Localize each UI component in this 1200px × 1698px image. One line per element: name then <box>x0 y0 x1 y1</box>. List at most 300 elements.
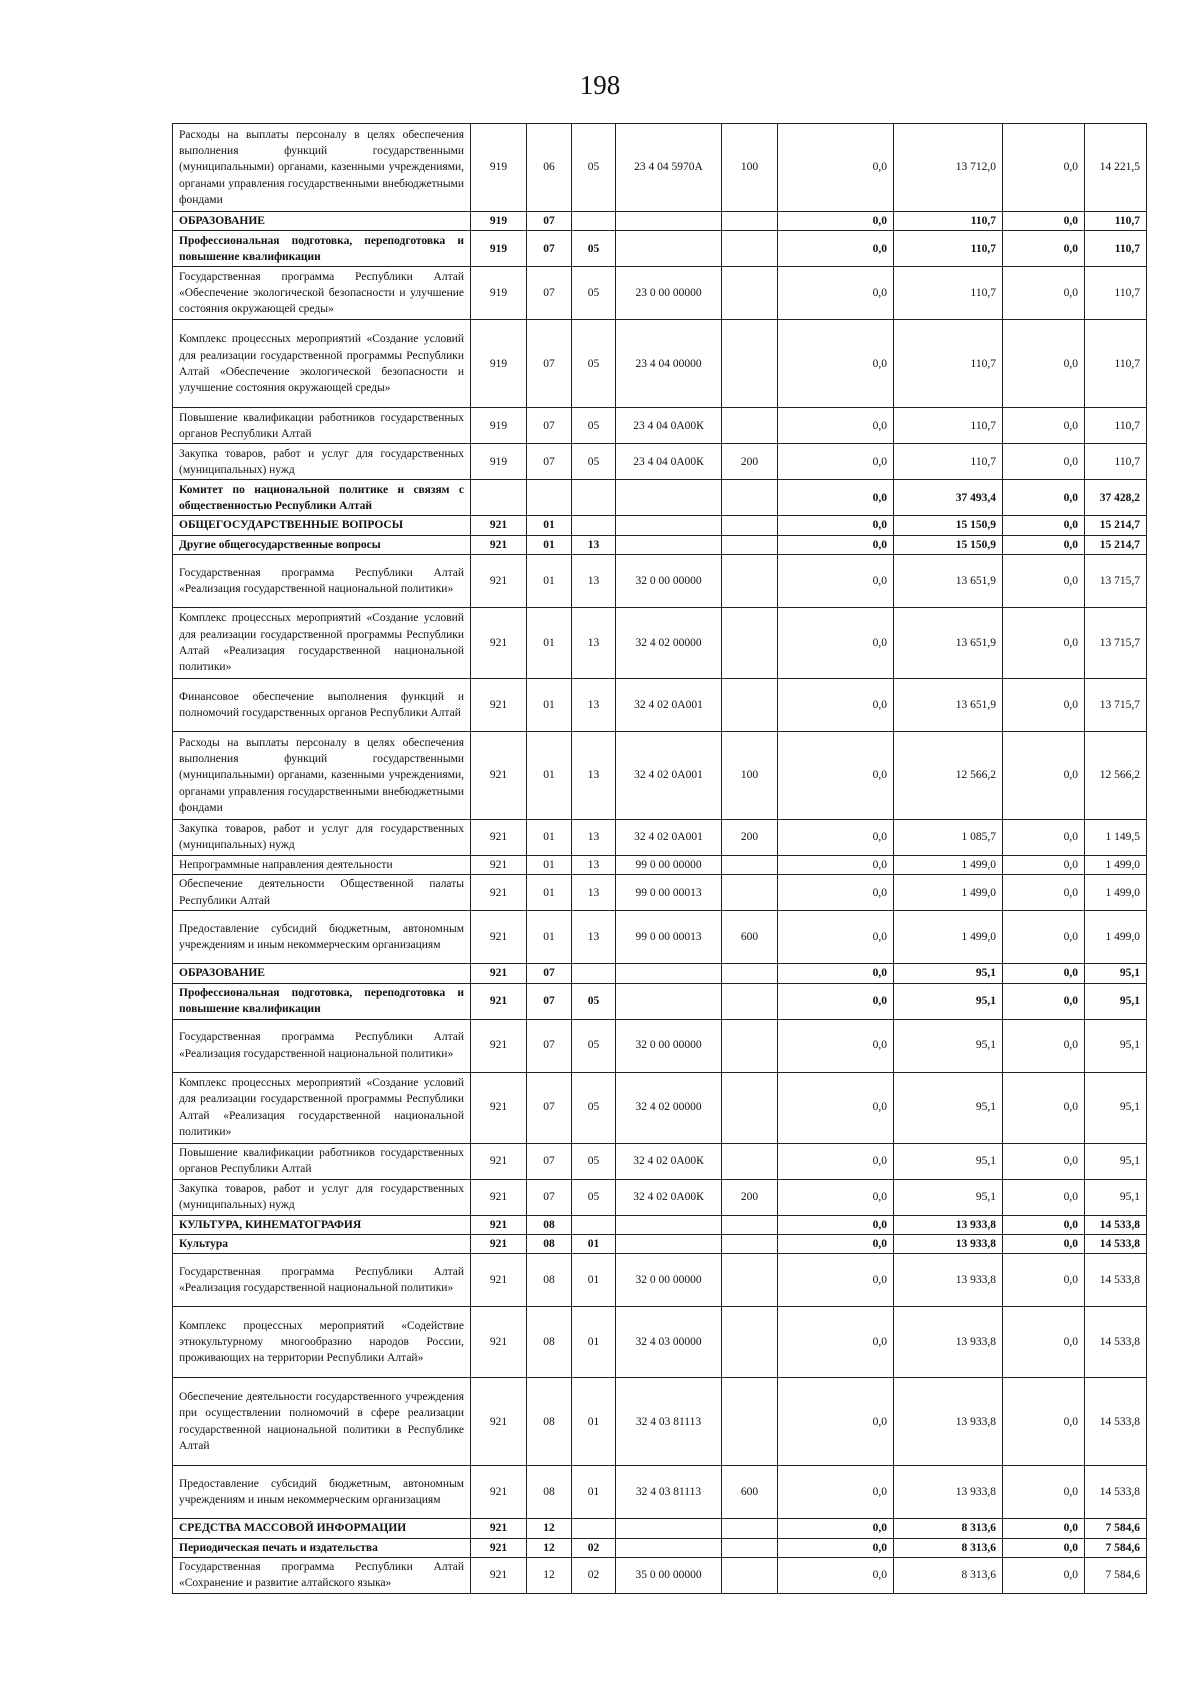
cell-value-1: 0,0 <box>778 1234 894 1253</box>
cell-grbs: 919 <box>471 267 527 320</box>
cell-grbs: 921 <box>471 819 527 855</box>
cell-value-3: 0,0 <box>1003 1234 1085 1253</box>
cell-value-1: 0,0 <box>778 983 894 1019</box>
cell-expense-type: 100 <box>722 124 778 212</box>
cell-expense-type <box>722 964 778 983</box>
table-row <box>173 1143 1147 1179</box>
cell-value-4: 110,7 <box>1085 231 1147 267</box>
cell-target-code: 99 0 00 00013 <box>616 875 722 911</box>
cell-value-4: 13 715,7 <box>1085 678 1147 731</box>
cell-value-2: 8 313,6 <box>894 1557 1003 1593</box>
cell-value-2: 13 651,9 <box>894 554 1003 607</box>
cell-expense-type <box>722 554 778 607</box>
cell-value-3: 0,0 <box>1003 731 1085 819</box>
cell-target-code: 32 4 03 00000 <box>616 1307 722 1378</box>
cell-grbs: 919 <box>471 231 527 267</box>
cell-grbs: 919 <box>471 444 527 480</box>
cell-value-2: 13 712,0 <box>894 124 1003 212</box>
cell-value-1: 0,0 <box>778 231 894 267</box>
table-row <box>173 1072 1147 1143</box>
cell-section: 07 <box>527 267 572 320</box>
cell-section: 07 <box>527 408 572 444</box>
cell-expense-type <box>722 1519 778 1538</box>
cell-value-4: 95,1 <box>1085 1179 1147 1215</box>
cell-value-4: 110,7 <box>1085 444 1147 480</box>
cell-section: 01 <box>527 678 572 731</box>
cell-subsection: 13 <box>572 819 616 855</box>
cell-target-code: 99 0 00 00013 <box>616 911 722 964</box>
cell-expense-type <box>722 1254 778 1307</box>
cell-section: 07 <box>527 964 572 983</box>
cell-expense-type <box>722 1557 778 1593</box>
row-name: Повышение квалификации работников государственных органов Республики Алтай <box>173 1143 471 1179</box>
table-row <box>173 1519 1147 1538</box>
table-row <box>173 731 1147 819</box>
table-row <box>173 1254 1147 1307</box>
table-row <box>173 1234 1147 1253</box>
cell-value-4: 110,7 <box>1085 267 1147 320</box>
cell-value-3: 0,0 <box>1003 983 1085 1019</box>
cell-value-2: 37 493,4 <box>894 480 1003 516</box>
cell-subsection: 13 <box>572 678 616 731</box>
cell-value-3: 0,0 <box>1003 408 1085 444</box>
row-name: Периодическая печать и издательства <box>173 1538 471 1557</box>
cell-value-4: 14 533,8 <box>1085 1466 1147 1519</box>
cell-value-4: 13 715,7 <box>1085 607 1147 678</box>
cell-grbs: 919 <box>471 124 527 212</box>
table-row <box>173 819 1147 855</box>
cell-value-4: 37 428,2 <box>1085 480 1147 516</box>
cell-value-2: 8 313,6 <box>894 1519 1003 1538</box>
cell-expense-type <box>722 408 778 444</box>
cell-value-2: 15 150,9 <box>894 516 1003 535</box>
cell-value-4: 14 221,5 <box>1085 124 1147 212</box>
cell-value-4: 14 533,8 <box>1085 1254 1147 1307</box>
cell-section: 06 <box>527 124 572 212</box>
cell-value-2: 13 933,8 <box>894 1234 1003 1253</box>
cell-grbs: 921 <box>471 1215 527 1234</box>
cell-value-2: 13 933,8 <box>894 1378 1003 1466</box>
cell-subsection <box>572 516 616 535</box>
cell-value-4: 95,1 <box>1085 1143 1147 1179</box>
cell-section: 07 <box>527 983 572 1019</box>
row-name: Повышение квалификации работников государственных органов Республики Алтай <box>173 408 471 444</box>
cell-value-1: 0,0 <box>778 320 894 408</box>
cell-value-1: 0,0 <box>778 480 894 516</box>
cell-section: 08 <box>527 1254 572 1307</box>
cell-value-3: 0,0 <box>1003 554 1085 607</box>
cell-expense-type: 200 <box>722 1179 778 1215</box>
cell-value-3: 0,0 <box>1003 678 1085 731</box>
cell-value-2: 15 150,9 <box>894 535 1003 554</box>
table-row <box>173 408 1147 444</box>
cell-value-2: 12 566,2 <box>894 731 1003 819</box>
cell-grbs: 921 <box>471 1143 527 1179</box>
cell-subsection: 13 <box>572 535 616 554</box>
cell-section: 12 <box>527 1557 572 1593</box>
row-name: Государственная программа Республики Алтай «Сохранение и развитие алтайского языка» <box>173 1557 471 1593</box>
cell-section: 01 <box>527 516 572 535</box>
cell-target-code <box>616 964 722 983</box>
cell-section: 07 <box>527 212 572 231</box>
cell-target-code <box>616 516 722 535</box>
cell-value-4: 95,1 <box>1085 1072 1147 1143</box>
cell-value-1: 0,0 <box>778 1254 894 1307</box>
cell-value-4: 14 533,8 <box>1085 1307 1147 1378</box>
cell-subsection: 01 <box>572 1307 616 1378</box>
cell-value-3: 0,0 <box>1003 1466 1085 1519</box>
cell-section: 08 <box>527 1466 572 1519</box>
row-name: Закупка товаров, работ и услуг для государственных (муниципальных) нужд <box>173 1179 471 1215</box>
cell-section: 07 <box>527 444 572 480</box>
cell-target-code: 32 4 02 0А001 <box>616 819 722 855</box>
cell-subsection <box>572 964 616 983</box>
cell-value-2: 13 933,8 <box>894 1254 1003 1307</box>
cell-value-3: 0,0 <box>1003 819 1085 855</box>
cell-expense-type <box>722 875 778 911</box>
cell-value-3: 0,0 <box>1003 1143 1085 1179</box>
row-name: Профессиональная подготовка, переподготовка и повышение квалификации <box>173 231 471 267</box>
row-name: Комплекс процессных мероприятий «Создание условий для реализации государственной программы Республики Алтай «Обеспечение экологической безопасности и улучшение состояния окружающей среды» <box>173 320 471 408</box>
cell-value-3: 0,0 <box>1003 535 1085 554</box>
table-row <box>173 1307 1147 1378</box>
cell-target-code: 23 4 04 0А00К <box>616 408 722 444</box>
row-name: ОБЩЕГОСУДАРСТВЕННЫЕ ВОПРОСЫ <box>173 516 471 535</box>
row-name: Предоставление субсидий бюджетным, автономным учреждениям и иным некоммерческим организациям <box>173 911 471 964</box>
cell-value-3: 0,0 <box>1003 1215 1085 1234</box>
table-row <box>173 444 1147 480</box>
cell-target-code: 32 0 00 00000 <box>616 1019 722 1072</box>
cell-value-3: 0,0 <box>1003 231 1085 267</box>
cell-target-code: 32 4 02 0А001 <box>616 678 722 731</box>
cell-value-2: 110,7 <box>894 231 1003 267</box>
cell-grbs: 921 <box>471 964 527 983</box>
cell-target-code: 23 4 04 0А00К <box>616 444 722 480</box>
cell-value-3: 0,0 <box>1003 516 1085 535</box>
cell-target-code <box>616 480 722 516</box>
cell-value-1: 0,0 <box>778 124 894 212</box>
cell-grbs: 921 <box>471 1378 527 1466</box>
cell-value-2: 1 499,0 <box>894 875 1003 911</box>
cell-grbs: 921 <box>471 983 527 1019</box>
table-row <box>173 607 1147 678</box>
table-row <box>173 678 1147 731</box>
cell-value-1: 0,0 <box>778 1466 894 1519</box>
cell-value-2: 13 651,9 <box>894 678 1003 731</box>
cell-value-2: 95,1 <box>894 1179 1003 1215</box>
cell-section: 08 <box>527 1215 572 1234</box>
cell-expense-type <box>722 1378 778 1466</box>
row-name: Непрограммные направления деятельности <box>173 855 471 874</box>
cell-value-2: 95,1 <box>894 983 1003 1019</box>
cell-grbs <box>471 480 527 516</box>
cell-subsection: 05 <box>572 320 616 408</box>
cell-value-3: 0,0 <box>1003 855 1085 874</box>
cell-value-3: 0,0 <box>1003 1538 1085 1557</box>
cell-grbs: 921 <box>471 1307 527 1378</box>
cell-grbs: 921 <box>471 554 527 607</box>
cell-grbs: 921 <box>471 1019 527 1072</box>
table-row <box>173 320 1147 408</box>
cell-target-code: 32 4 02 00000 <box>616 607 722 678</box>
cell-target-code: 99 0 00 00000 <box>616 855 722 874</box>
cell-subsection: 13 <box>572 554 616 607</box>
row-name: ОБРАЗОВАНИЕ <box>173 964 471 983</box>
cell-subsection: 13 <box>572 607 616 678</box>
cell-value-3: 0,0 <box>1003 124 1085 212</box>
cell-expense-type: 600 <box>722 1466 778 1519</box>
cell-value-1: 0,0 <box>778 607 894 678</box>
cell-expense-type <box>722 516 778 535</box>
row-name: Обеспечение деятельности Общественной палаты Республики Алтай <box>173 875 471 911</box>
cell-subsection: 05 <box>572 1179 616 1215</box>
cell-subsection: 01 <box>572 1378 616 1466</box>
cell-value-2: 95,1 <box>894 1019 1003 1072</box>
budget-table <box>172 123 1147 1594</box>
cell-expense-type <box>722 678 778 731</box>
row-name: Комплекс процессных мероприятий «Создание условий для реализации государственной программы Республики Алтай «Реализация государственной национальной политики» <box>173 607 471 678</box>
cell-subsection: 13 <box>572 875 616 911</box>
table-row <box>173 1179 1147 1215</box>
cell-section <box>527 480 572 516</box>
table-row <box>173 516 1147 535</box>
cell-value-4: 1 499,0 <box>1085 911 1147 964</box>
row-name: Государственная программа Республики Алтай «Реализация государственной национальной политики» <box>173 554 471 607</box>
cell-grbs: 921 <box>471 607 527 678</box>
cell-value-4: 14 533,8 <box>1085 1378 1147 1466</box>
cell-grbs: 921 <box>471 516 527 535</box>
cell-section: 07 <box>527 320 572 408</box>
cell-value-3: 0,0 <box>1003 267 1085 320</box>
cell-value-3: 0,0 <box>1003 1557 1085 1593</box>
cell-target-code <box>616 1234 722 1253</box>
cell-target-code: 23 4 04 5970А <box>616 124 722 212</box>
cell-target-code: 32 4 02 0А00К <box>616 1179 722 1215</box>
cell-target-code: 32 0 00 00000 <box>616 554 722 607</box>
cell-target-code <box>616 983 722 1019</box>
table-row <box>173 855 1147 874</box>
cell-value-1: 0,0 <box>778 678 894 731</box>
cell-grbs: 919 <box>471 212 527 231</box>
cell-subsection: 01 <box>572 1466 616 1519</box>
cell-target-code <box>616 231 722 267</box>
cell-section: 01 <box>527 554 572 607</box>
cell-subsection <box>572 480 616 516</box>
cell-grbs: 921 <box>471 1538 527 1557</box>
row-name: Комплекс процессных мероприятий «Создание условий для реализации государственной программы Республики Алтай «Реализация государственной национальной политики» <box>173 1072 471 1143</box>
cell-value-4: 110,7 <box>1085 320 1147 408</box>
cell-expense-type <box>722 1072 778 1143</box>
cell-value-4: 14 533,8 <box>1085 1215 1147 1234</box>
cell-grbs: 921 <box>471 1072 527 1143</box>
cell-target-code <box>616 212 722 231</box>
cell-section: 01 <box>527 875 572 911</box>
cell-value-2: 13 933,8 <box>894 1215 1003 1234</box>
cell-expense-type: 200 <box>722 819 778 855</box>
cell-value-4: 110,7 <box>1085 408 1147 444</box>
row-name: Расходы на выплаты персоналу в целях обеспечения выполнения функций государственными (муниципальными) органами, казенными учреждениями, органами управления государственными внебюджетными фондами <box>173 731 471 819</box>
cell-section: 07 <box>527 1143 572 1179</box>
cell-section: 07 <box>527 1179 572 1215</box>
cell-section: 01 <box>527 855 572 874</box>
cell-grbs: 921 <box>471 535 527 554</box>
row-name: Закупка товаров, работ и услуг для государственных (муниципальных) нужд <box>173 819 471 855</box>
cell-target-code: 23 4 04 00000 <box>616 320 722 408</box>
cell-value-3: 0,0 <box>1003 1254 1085 1307</box>
cell-subsection: 05 <box>572 983 616 1019</box>
cell-value-3: 0,0 <box>1003 1307 1085 1378</box>
cell-value-1: 0,0 <box>778 444 894 480</box>
cell-grbs: 921 <box>471 1234 527 1253</box>
cell-expense-type <box>722 267 778 320</box>
cell-value-3: 0,0 <box>1003 911 1085 964</box>
cell-target-code <box>616 1538 722 1557</box>
cell-value-2: 95,1 <box>894 1072 1003 1143</box>
cell-value-3: 0,0 <box>1003 1072 1085 1143</box>
cell-expense-type <box>722 1234 778 1253</box>
row-name: ОБРАЗОВАНИЕ <box>173 212 471 231</box>
cell-expense-type: 600 <box>722 911 778 964</box>
table-row <box>173 1466 1147 1519</box>
cell-subsection <box>572 212 616 231</box>
row-name: Культура <box>173 1234 471 1253</box>
cell-expense-type: 100 <box>722 731 778 819</box>
cell-target-code: 32 4 03 81113 <box>616 1466 722 1519</box>
table-row <box>173 983 1147 1019</box>
table-row <box>173 267 1147 320</box>
cell-target-code: 32 0 00 00000 <box>616 1254 722 1307</box>
table-row <box>173 212 1147 231</box>
cell-subsection: 05 <box>572 124 616 212</box>
cell-subsection: 13 <box>572 731 616 819</box>
row-name: Государственная программа Республики Алтай «Обеспечение экологической безопасности и улучшение состояния окружающей среды» <box>173 267 471 320</box>
cell-grbs: 921 <box>471 1179 527 1215</box>
cell-section: 12 <box>527 1538 572 1557</box>
cell-target-code: 32 4 02 0А00К <box>616 1143 722 1179</box>
cell-section: 01 <box>527 731 572 819</box>
cell-value-3: 0,0 <box>1003 964 1085 983</box>
row-name: Комплекс процессных мероприятий «Содействие этнокультурному многообразию народов России, проживающих на территории Республики Алтай» <box>173 1307 471 1378</box>
cell-section: 08 <box>527 1234 572 1253</box>
cell-value-3: 0,0 <box>1003 320 1085 408</box>
cell-value-4: 95,1 <box>1085 1019 1147 1072</box>
cell-target-code <box>616 1215 722 1234</box>
cell-grbs: 921 <box>471 1466 527 1519</box>
cell-value-3: 0,0 <box>1003 480 1085 516</box>
cell-value-3: 0,0 <box>1003 444 1085 480</box>
cell-value-1: 0,0 <box>778 1143 894 1179</box>
cell-subsection: 05 <box>572 444 616 480</box>
cell-grbs: 921 <box>471 855 527 874</box>
cell-grbs: 921 <box>471 731 527 819</box>
cell-value-1: 0,0 <box>778 875 894 911</box>
cell-subsection: 13 <box>572 911 616 964</box>
cell-expense-type <box>722 535 778 554</box>
cell-value-2: 110,7 <box>894 408 1003 444</box>
cell-value-1: 0,0 <box>778 1019 894 1072</box>
cell-expense-type <box>722 212 778 231</box>
cell-value-1: 0,0 <box>778 408 894 444</box>
table-row <box>173 875 1147 911</box>
table-row <box>173 231 1147 267</box>
cell-value-1: 0,0 <box>778 535 894 554</box>
cell-target-code: 35 0 00 00000 <box>616 1557 722 1593</box>
row-name: Комитет по национальной политике и связям с общественностью Республики Алтай <box>173 480 471 516</box>
cell-value-1: 0,0 <box>778 1072 894 1143</box>
cell-value-1: 0,0 <box>778 855 894 874</box>
cell-section: 07 <box>527 1019 572 1072</box>
cell-value-3: 0,0 <box>1003 1519 1085 1538</box>
cell-value-4: 13 715,7 <box>1085 554 1147 607</box>
cell-subsection: 05 <box>572 267 616 320</box>
table-row <box>173 535 1147 554</box>
cell-subsection: 05 <box>572 231 616 267</box>
cell-subsection <box>572 1519 616 1538</box>
cell-value-2: 95,1 <box>894 964 1003 983</box>
cell-grbs: 921 <box>471 1557 527 1593</box>
cell-subsection: 05 <box>572 1019 616 1072</box>
cell-value-1: 0,0 <box>778 1378 894 1466</box>
cell-value-4: 95,1 <box>1085 964 1147 983</box>
cell-expense-type <box>722 1143 778 1179</box>
cell-value-4: 110,7 <box>1085 212 1147 231</box>
cell-value-1: 0,0 <box>778 1215 894 1234</box>
cell-expense-type <box>722 983 778 1019</box>
cell-expense-type <box>722 607 778 678</box>
row-name: Расходы на выплаты персоналу в целях обеспечения выполнения функций государственными (муниципальными) органами, казенными учреждениями, органами управления государственными внебюджетными фондами <box>173 124 471 212</box>
cell-value-4: 15 214,7 <box>1085 535 1147 554</box>
cell-value-4: 1 149,5 <box>1085 819 1147 855</box>
cell-value-4: 7 584,6 <box>1085 1538 1147 1557</box>
row-name: Государственная программа Республики Алтай «Реализация государственной национальной политики» <box>173 1254 471 1307</box>
row-name: СРЕДСТВА МАССОВОЙ ИНФОРМАЦИИ <box>173 1519 471 1538</box>
table-row <box>173 1538 1147 1557</box>
cell-value-1: 0,0 <box>778 1538 894 1557</box>
cell-expense-type <box>722 855 778 874</box>
cell-value-1: 0,0 <box>778 731 894 819</box>
cell-section: 12 <box>527 1519 572 1538</box>
cell-value-1: 0,0 <box>778 1519 894 1538</box>
cell-expense-type <box>722 1538 778 1557</box>
cell-value-4: 15 214,7 <box>1085 516 1147 535</box>
cell-value-3: 0,0 <box>1003 1179 1085 1215</box>
table-row <box>173 554 1147 607</box>
cell-value-2: 13 933,8 <box>894 1466 1003 1519</box>
cell-value-1: 0,0 <box>778 516 894 535</box>
cell-value-3: 0,0 <box>1003 1378 1085 1466</box>
cell-value-4: 1 499,0 <box>1085 875 1147 911</box>
cell-value-4: 95,1 <box>1085 983 1147 1019</box>
cell-value-2: 110,7 <box>894 444 1003 480</box>
cell-value-4: 1 499,0 <box>1085 855 1147 874</box>
cell-subsection: 02 <box>572 1557 616 1593</box>
table-row <box>173 1378 1147 1466</box>
cell-value-1: 0,0 <box>778 911 894 964</box>
cell-value-1: 0,0 <box>778 1179 894 1215</box>
cell-section: 01 <box>527 911 572 964</box>
cell-target-code <box>616 1519 722 1538</box>
table-row <box>173 480 1147 516</box>
row-name: Обеспечение деятельности государственного учреждения при осуществлении полномочий в сфере реализации государственной национальной политики в Республике Алтай <box>173 1378 471 1466</box>
cell-value-2: 110,7 <box>894 320 1003 408</box>
cell-subsection: 05 <box>572 1072 616 1143</box>
cell-section: 01 <box>527 819 572 855</box>
cell-subsection: 05 <box>572 1143 616 1179</box>
cell-grbs: 921 <box>471 1254 527 1307</box>
row-name: Предоставление субсидий бюджетным, автономным учреждениям и иным некоммерческим организациям <box>173 1466 471 1519</box>
cell-subsection <box>572 1215 616 1234</box>
cell-subsection: 01 <box>572 1254 616 1307</box>
